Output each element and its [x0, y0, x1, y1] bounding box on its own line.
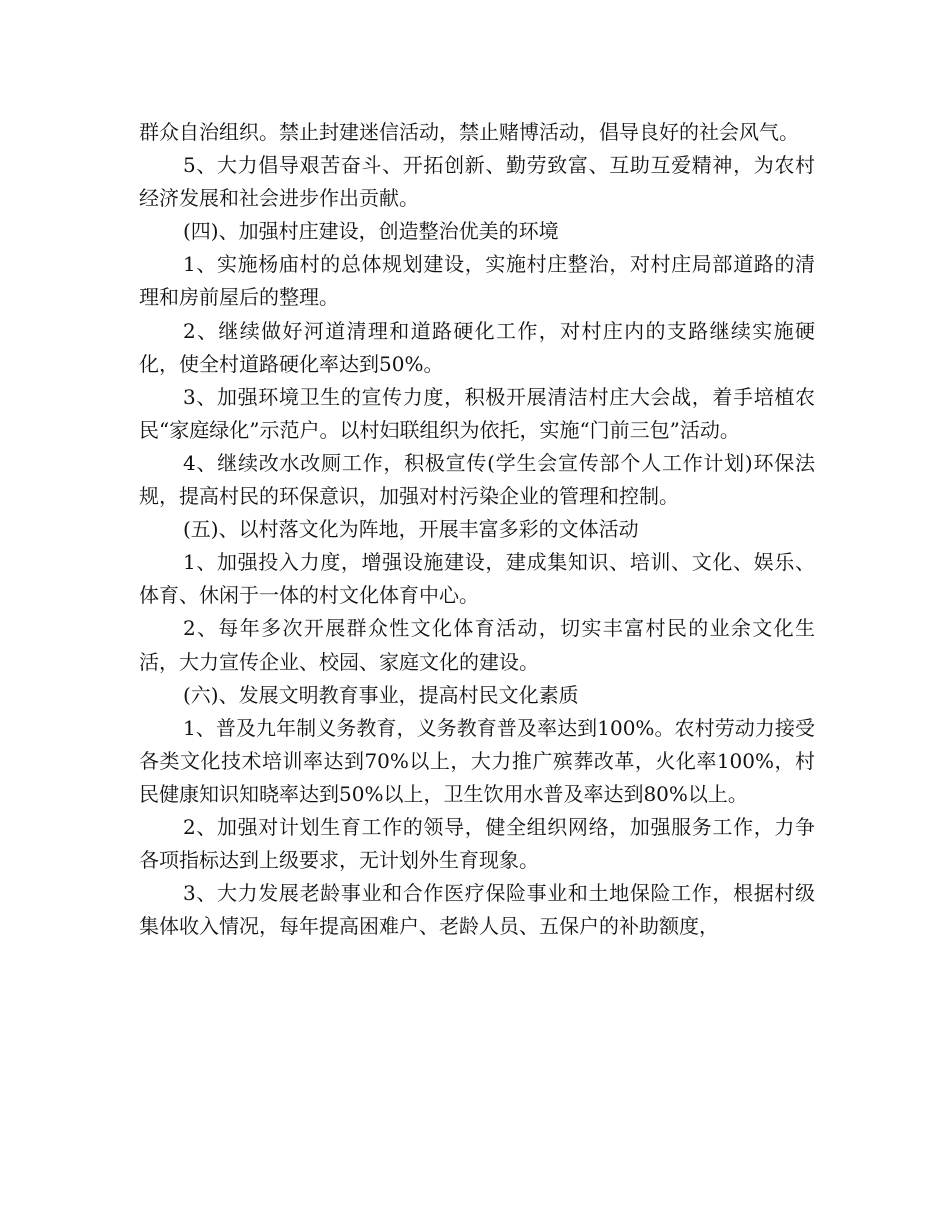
section-heading-6: (六)、发展文明教育事业，提高村民文化素质 [183, 682, 579, 707]
paragraph-3: 1、实施杨庙村的总体规划建设，实施村庄整治，对村庄局部道路的清理和房前屋后的整理。 [139, 252, 815, 310]
paragraph-8: 2、每年多次开展群众性文化体育活动，切实丰富村民的业余文化生活，大力宣传企业、校园、家庭文化的建设。 [139, 616, 815, 674]
paragraph-11: 3、大力发展老龄事业和合作医疗保险事业和土地保险工作，根据村级集体收入情况，每年提高困难户、老龄人员、五保户的补助额度， [139, 881, 815, 939]
paragraph-2: 5、大力倡导艰苦奋斗、开拓创新、勤劳致富、互助互爱精神，为农村经济发展和社会进步作出贡献。 [139, 153, 815, 211]
document-page [139, 116, 815, 943]
paragraph-7: 1、加强投入力度，增强设施建设，建成集知识、培训、文化、娱乐、体育、休闲于一体的村文化体育中心。 [139, 550, 815, 608]
paragraph-9: 1、普及九年制义务教育，义务教育普及率达到100%。农村劳动力接受各类文化技术培训率达到70%以上，大力推广殡葬改革，火化率100%，村民健康知识知晓率达到50%以上，卫生饮用水普及率达到80%以上。 [139, 715, 815, 806]
paragraph-5: 3、加强环境卫生的宣传力度，积极开展清洁村庄大会战，着手培植农民“家庭绿化”示范户。以村妇联组织为依托，实施“门前三包”活动。 [139, 384, 815, 442]
paragraph-4: 2、继续做好河道清理和道路硬化工作，对村庄内的支路继续实施硬化，使全村道路硬化率达到50%。 [139, 318, 815, 376]
section-heading-5: (五)、以村落文化为阵地，开展丰富多彩的文体活动 [183, 517, 639, 542]
section-heading-4: (四)、加强村庄建设，创造整治优美的环境 [183, 219, 559, 244]
paragraph-1: 群众自治组织。禁止封建迷信活动，禁止赌博活动，倡导良好的社会风气。 [139, 120, 799, 144]
paragraph-10: 2、加强对计划生育工作的领导，健全组织网络，加强服务工作，力争各项指标达到上级要求，无计划外生育现象。 [139, 814, 815, 873]
paragraph-6: 4、继续改水改厕工作，积极宣传(学生会宣传部个人工作计划)环保法规，提高村民的环保意识，加强对村污染企业的管理和控制。 [139, 450, 815, 509]
